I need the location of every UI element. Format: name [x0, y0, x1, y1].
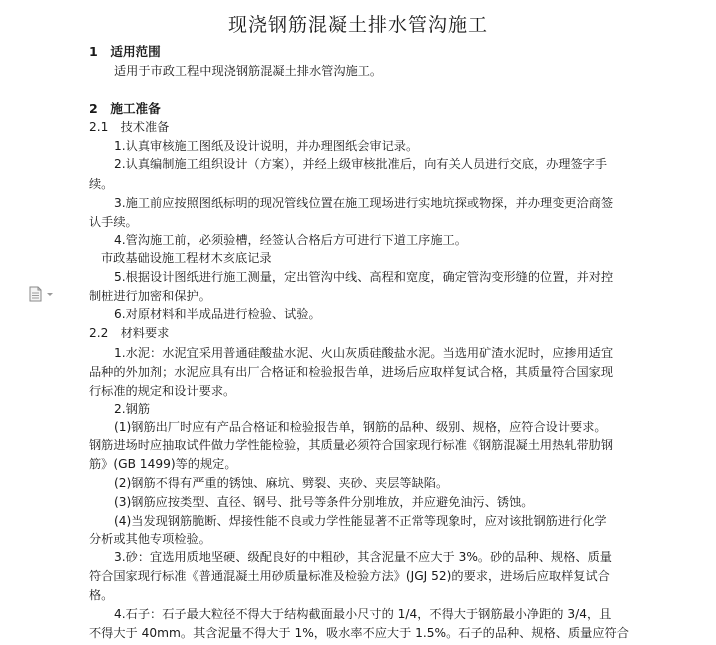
paragraph-line: 2.钢筋: [114, 402, 151, 416]
paragraph-line: 1.水泥：水泥宜采用普通硅酸盐水泥、火山灰质硅酸盐水泥。当选用矿渣水泥时，应掺用适宜: [114, 346, 614, 360]
paragraph-line: (1)钢筋出厂时应有产品合格证和检验报告单，钢筋的品种、级别、规格，应符合设计要求。: [114, 420, 607, 434]
paragraph-line: 6.对原材料和半成品进行检验、试验。: [114, 307, 321, 321]
paragraph-line: 不得大于 40mm。其含泥量不得大于 1%，吸水率不应大于 1.5%。石子的品种、规格、质量应符合: [89, 626, 629, 640]
paragraph-line: 行标准的规定和设计要求。: [89, 384, 236, 398]
paragraph-line: 4.石子：石子最大粒径不得大于结构截面最小尺寸的 1/4，不得大于钢筋最小净距的 3/4，且: [114, 607, 612, 621]
paragraph-line: (4)当发现钢筋脆断、焊接性能不良或力学性能显著不正常等现象时，应对该批钢筋进行化学: [114, 514, 607, 528]
paragraph-options-icon[interactable]: [28, 286, 58, 302]
paragraph-line: (3)钢筋应按类型、直径、钢号、批号等条件分别堆放，并应避免油污、锈蚀。: [114, 495, 534, 509]
paragraph-line: 3.砂：宜选用质地坚硬、级配良好的中粗砂，其含泥量不应大于 3%。砂的品种、规格、质量: [114, 550, 612, 564]
section-heading: 2 施工准备: [89, 101, 161, 116]
paragraph-line: 续。: [89, 177, 114, 191]
paragraph-line: 符合国家现行标准《普通混凝土用砂质量标准及检验方法》(JGJ 52)的要求，进场后应取样复试合: [89, 569, 610, 583]
paragraph-line: 品种的外加剂；水泥应具有出厂合格证和检验报告单，进场后应取样复试合格，其质量符合国家现: [89, 365, 614, 379]
paragraph-line: 制桩进行加密和保护。: [89, 289, 211, 303]
paragraph-line: 分析或其他专项检验。: [89, 532, 211, 546]
document-icon: [28, 286, 58, 302]
paragraph-line: (2)钢筋不得有严重的锈蚀、麻坑、劈裂、夹砂、夹层等缺陷。: [114, 476, 449, 490]
paragraph-line: 2.认真编制施工组织设计（方案），并经上级审核批准后，向有关人员进行交底，办理签字手: [114, 157, 608, 171]
paragraph-line: 格。: [89, 588, 114, 602]
paragraph-line: 适用于市政工程中现浇钢筋混凝土排水管沟施工。: [114, 64, 383, 78]
paragraph-line: 钢筋进场时应抽取试件做力学性能检验，其质量必须符合国家现行标准《钢筋混凝土用热轧带肋钢: [89, 438, 614, 452]
subsection-heading: 2.1 技术准备: [89, 120, 170, 134]
paragraph-line: 市政基础设施工程材木亥底记录: [101, 251, 272, 265]
section-heading: 1 适用范围: [89, 44, 161, 59]
paragraph-line: 5.根据设计图纸进行施工测量，定出管沟中线、高程和宽度，确定管沟变形缝的位置，并对控: [114, 270, 614, 284]
paragraph-line: 1.认真审核施工图纸及设计说明，并办理图纸会审记录。: [114, 139, 419, 153]
subsection-heading: 2.2 材料要求: [89, 326, 170, 340]
document-title: 现浇钢筋混凝土排水管沟施工: [227, 14, 488, 36]
paragraph-line: 认手续。: [89, 215, 138, 229]
paragraph-line: 3.施工前应按照图纸标明的现况管线位置在施工现场进行实地坑探或物探，并办理变更洽商签: [114, 196, 614, 210]
paragraph-line: 4.管沟施工前，必须验槽，经签认合格后方可进行下道工序施工。: [114, 233, 467, 247]
paragraph-line: 筋》(GB 1499)等的规定。: [89, 457, 237, 471]
